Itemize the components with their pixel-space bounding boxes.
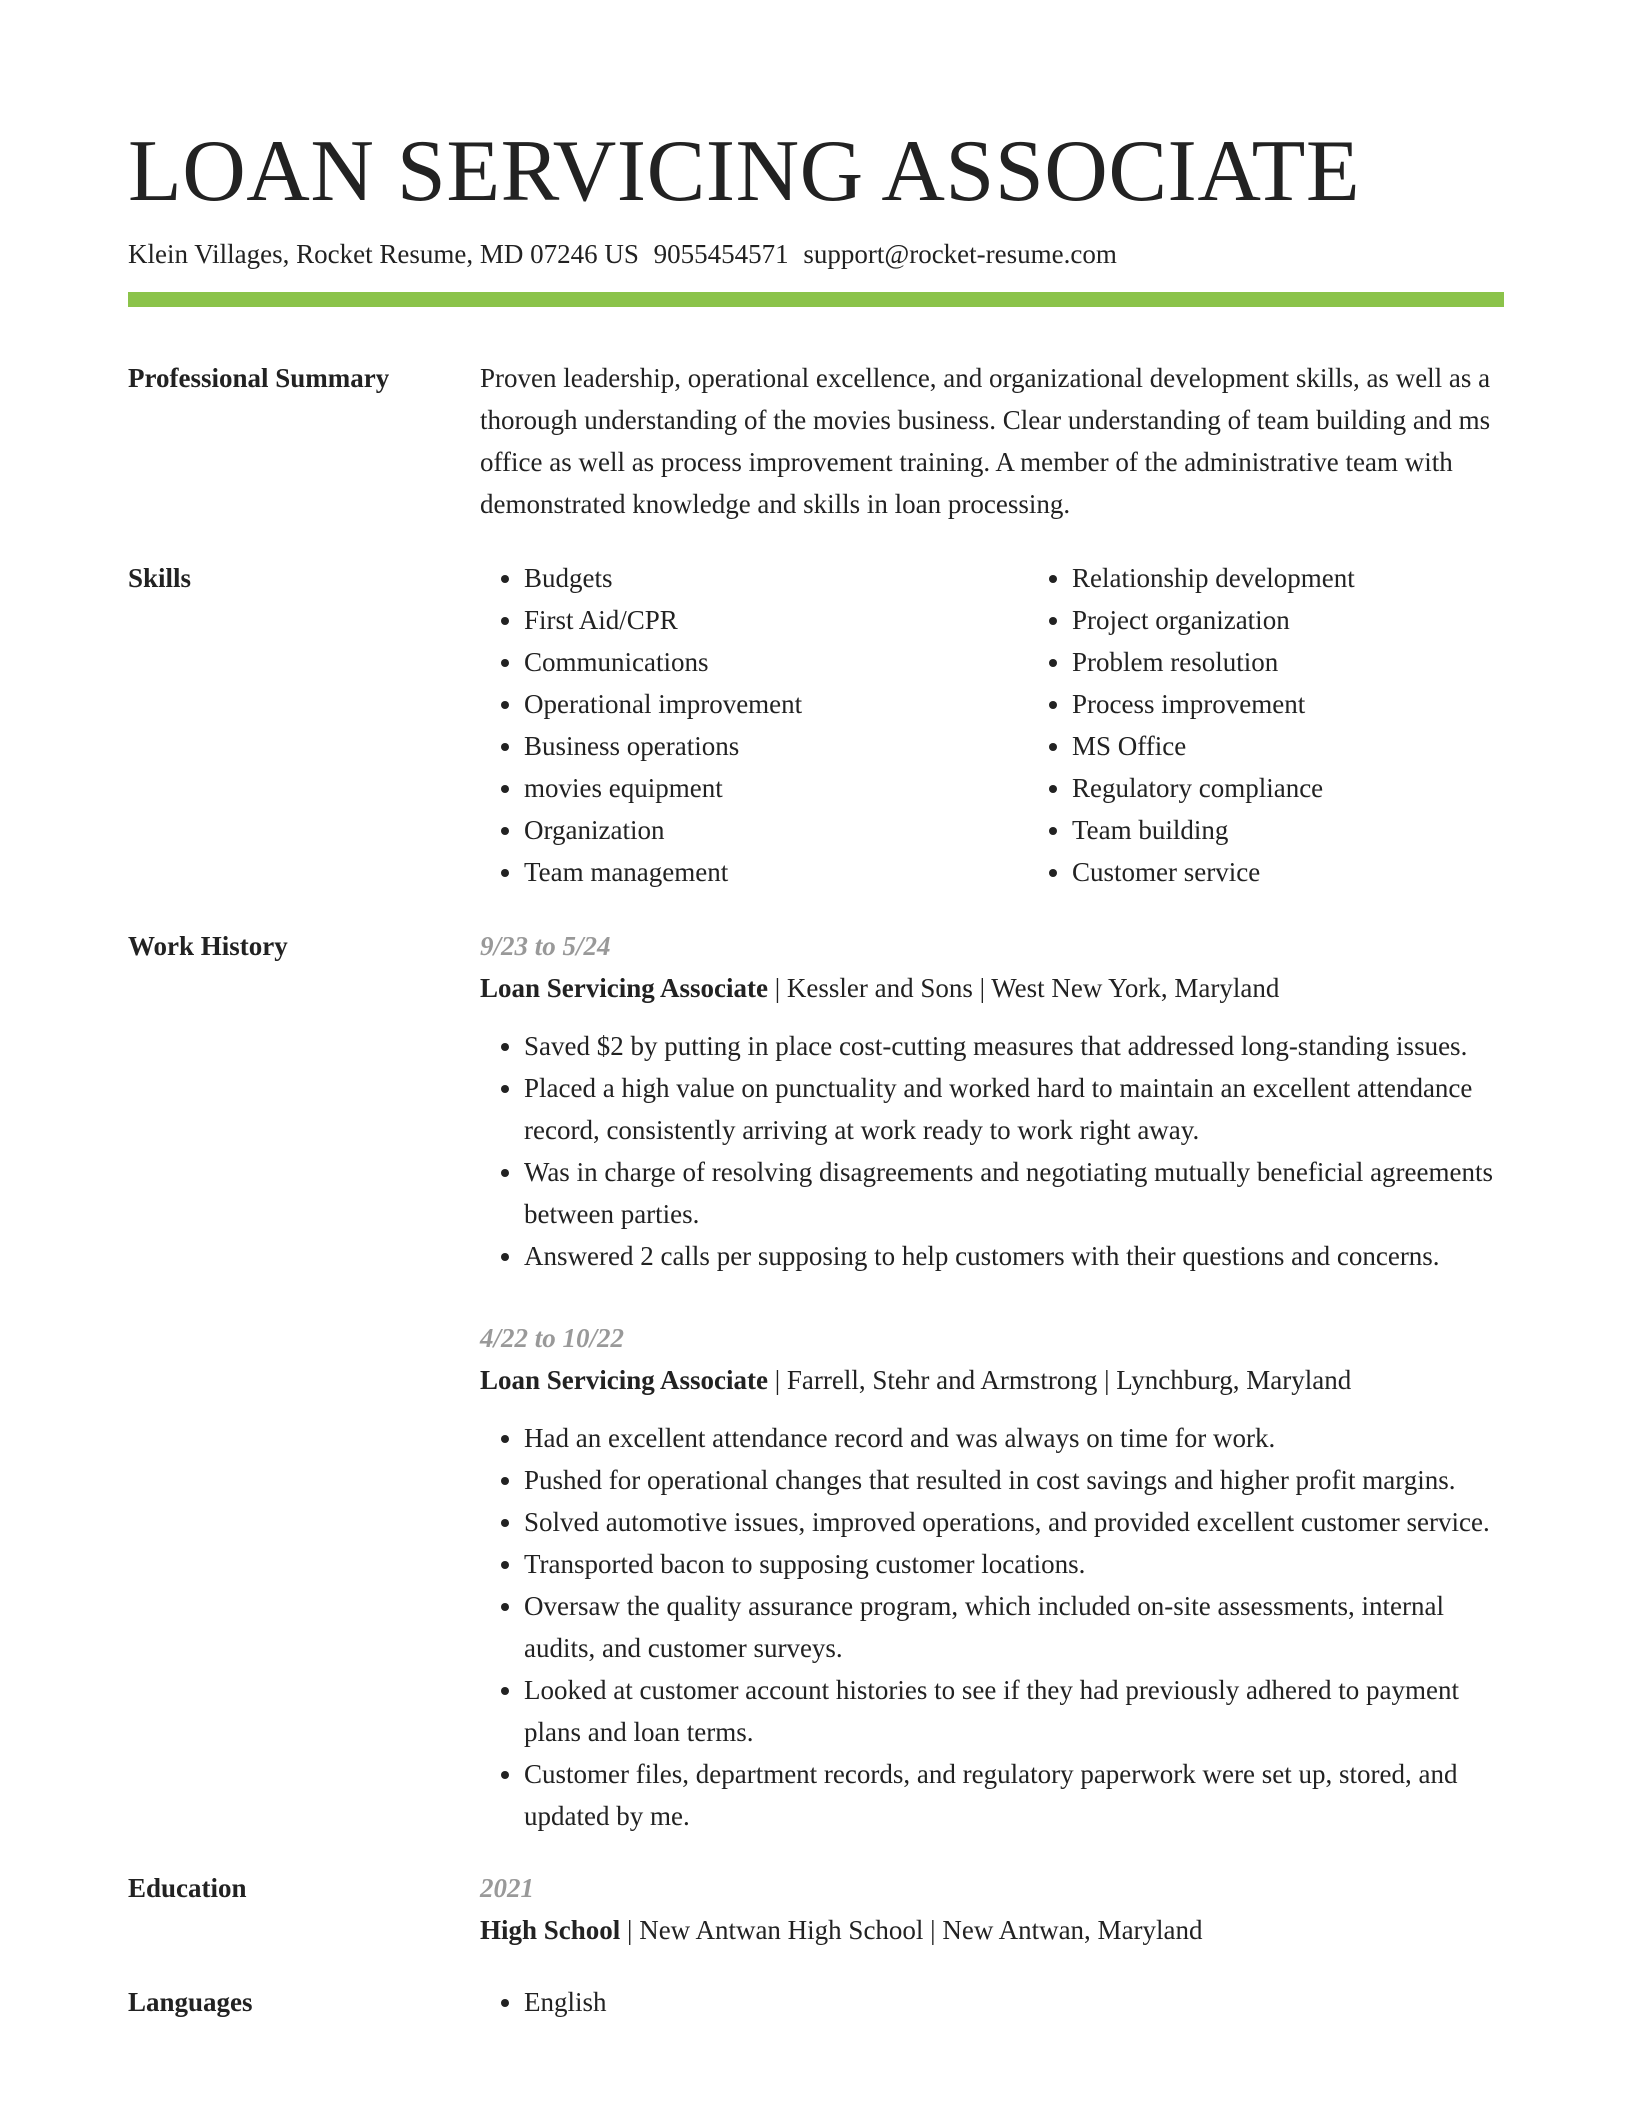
skills-grid (480, 557, 1576, 893)
job-details: | Farrell, Stehr and Armstrong | Lynchburg, Maryland (768, 1365, 1352, 1395)
languages-body (480, 1981, 1504, 2023)
resume-page (128, 118, 1504, 2023)
skill-item: • Budgets (524, 557, 1028, 599)
skill-item: • movies equipment (524, 767, 1028, 809)
job-bullet: • Was in charge of resolving disagreements and negotiating mutually beneficial agreements between parties. (524, 1151, 1504, 1235)
resume-title: LOAN SERVICING ASSOCIATE (128, 123, 1361, 220)
skills-list-left (480, 557, 1028, 893)
section-label-languages: Languages (128, 1987, 253, 2017)
summary-section (128, 357, 1504, 525)
job-bullet: • Solved automotive issues, improved operations, and provided excellent customer service. (524, 1501, 1504, 1543)
contact-line (128, 236, 1504, 272)
contact-email: support@rocket-resume.com (803, 239, 1117, 269)
job-bullet: • Saved $2 by putting in place cost-cutting measures that addressed long-standing issues. (524, 1025, 1504, 1067)
skill-item: • Operational improvement (524, 683, 1028, 725)
skill-item: • MS Office (1072, 725, 1576, 767)
contact-address: Klein Villages, Rocket Resume, MD 07246 US (128, 239, 639, 269)
skill-item: • Team building (1072, 809, 1576, 851)
summary-text: Proven leadership, operational excellence, and organizational development skills, as well as a thorough understanding of the movies business. Clear understanding of team building and ms office as well as process improvement training. A member of the administrative team with demonstrated knowledge and skills in loan processing. (480, 363, 1491, 519)
job-entry (480, 925, 1504, 1277)
skill-item: • First Aid/CPR (524, 599, 1028, 641)
job-bullet: • Customer files, department records, and regulatory paperwork were set up, stored, and updated by me. (524, 1753, 1504, 1837)
education-body (480, 1867, 1504, 1951)
section-label-education: Education (128, 1873, 247, 1903)
job-bullets (480, 1417, 1504, 1837)
job-heading (480, 1359, 1504, 1401)
skill-item: • Problem resolution (1072, 641, 1576, 683)
job-bullet: • Looked at customer account histories to see if they had previously adhered to payment plans and loan terms. (524, 1669, 1504, 1753)
job-bullet: • Had an excellent attendance record and was always on time for work. (524, 1417, 1504, 1459)
job-entry (480, 1317, 1504, 1837)
education-section (128, 1867, 1504, 1951)
section-label-work: Work History (128, 931, 288, 961)
skill-item: • Organization (524, 809, 1028, 851)
skill-item: • Process improvement (1072, 683, 1576, 725)
skill-item: • Team management (524, 851, 1028, 893)
languages-section (128, 1981, 1504, 2023)
contact-phone: 9055454571 (653, 239, 789, 269)
header-divider (128, 292, 1504, 307)
skill-item: • Relationship development (1072, 557, 1576, 599)
job-dates: 4/22 to 10/22 (480, 1323, 625, 1353)
job-title: Loan Servicing Associate (480, 1365, 768, 1395)
education-year: 2021 (480, 1873, 534, 1903)
job-bullets (480, 1025, 1504, 1277)
skills-section (128, 557, 1504, 893)
section-label-skills: Skills (128, 563, 192, 593)
language-item: • English (524, 1981, 1504, 2023)
skill-item: • Communications (524, 641, 1028, 683)
skill-item: • Project organization (1072, 599, 1576, 641)
work-history-section (128, 925, 1504, 1837)
job-bullet: • Answered 2 calls per supposing to help customers with their questions and concerns. (524, 1235, 1504, 1277)
skill-item: • Regulatory compliance (1072, 767, 1576, 809)
job-heading (480, 967, 1504, 1009)
job-bullet: • Transported bacon to supposing customer locations. (524, 1543, 1504, 1585)
skill-item: • Business operations (524, 725, 1028, 767)
languages-list (480, 1981, 1504, 2023)
section-label-summary: Professional Summary (128, 363, 390, 393)
job-bullet: • Pushed for operational changes that resulted in cost savings and higher profit margins. (524, 1459, 1504, 1501)
education-heading (480, 1909, 1504, 1951)
skill-item: • Customer service (1072, 851, 1576, 893)
job-dates: 9/23 to 5/24 (480, 931, 611, 961)
job-bullet: • Oversaw the quality assurance program, which included on-site assessments, internal audits, and customer surveys. (524, 1585, 1504, 1669)
education-details: | New Antwan High School | New Antwan, Maryland (620, 1915, 1203, 1945)
job-details: | Kessler and Sons | West New York, Maryland (768, 973, 1280, 1003)
education-degree: High School (480, 1915, 621, 1945)
work-history-body (480, 925, 1504, 1837)
job-bullet: • Placed a high value on punctuality and worked hard to maintain an excellent attendance record, consistently arriving at work ready to work right away. (524, 1067, 1504, 1151)
job-title: Loan Servicing Associate (480, 973, 768, 1003)
skills-list-right (1028, 557, 1576, 893)
